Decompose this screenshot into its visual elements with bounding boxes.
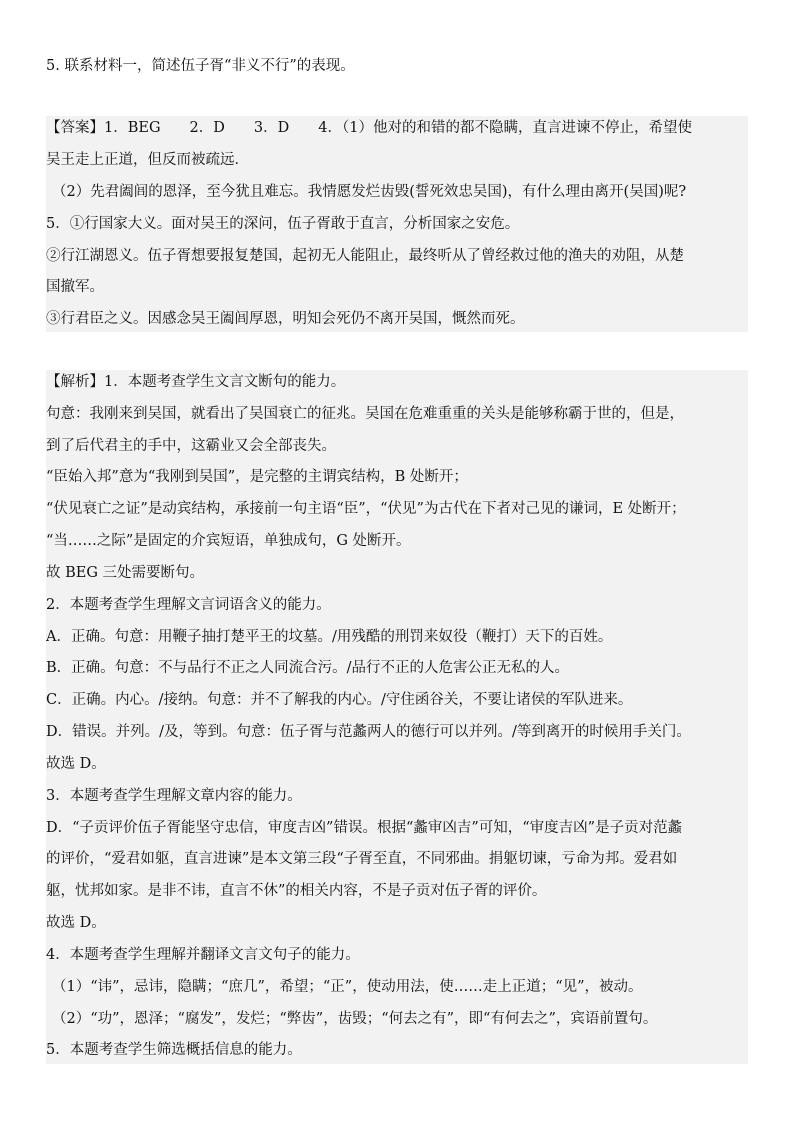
analysis-line: 故选 D。 <box>46 756 106 772</box>
analysis-line: 躯，忧邦如家。是非不讳，直言不休”的相关内容，不是子贡对伍子胥的评价。 <box>46 883 547 899</box>
analysis-line: 故 BEG 三处需要断句。 <box>46 565 205 581</box>
analysis-line: “臣始入邦”意为“我刚到吴国”，是完整的主谓宾结构，B 处断开； <box>46 469 468 485</box>
analysis-line: “伏见衰亡之证”是动宾结构，承接前一句主语“臣”，“伏见”为古代在下者对己见的谦词，E 处断开； <box>46 501 686 517</box>
analysis-line: A．正确。句意：用鞭子抽打楚平王的坟墓。/用残酷的刑罚来奴役（鞭打）天下的百姓。 <box>46 629 613 645</box>
analysis-line: D．“子贡评价伍子胥能坚守忠信，审度吉凶”错误。根据“蠡审凶吉”可知，“审度吉凶”是子贡对范蠡 <box>46 820 683 836</box>
analysis-line: 4．本题考查学生理解并翻译文言文句子的能力。 <box>46 947 360 963</box>
answer-line: 【答案】1．BEG 2．D 3．D 4．（1）他对的和错的都不隐瞒，直言进谏不停止，希望使 <box>46 120 692 136</box>
analysis-line: （1）“讳”，忌讳，隐瞒；“庶几”，希望；“正”，使动用法，使……走上正道；“见”，被动。 <box>52 979 643 995</box>
analysis-line: C．正确。内心。/接纳。句意：并不了解我的内心。/守住函谷关，不要让诸侯的军队进来。 <box>46 692 633 708</box>
answer-line: 5．①行国家大义。面对吴王的深问，伍子胥敢于直言，分析国家之安危。 <box>46 216 520 232</box>
analysis-line: （2）“功”，恩泽；“腐发”，发烂；“弊齿”，齿毁；“何去之有”，即“有何去之”，宾语前置句。 <box>52 1011 658 1027</box>
analysis-line: 3．本题考查学生理解文章内容的能力。 <box>46 788 302 804</box>
analysis-line: D．错误。并列。/及，等到。句意：伍子胥与范蠡两人的德行可以并列。/等到离开的时候用手关门。 <box>46 724 691 740</box>
answer-line: ②行江湖恩义。伍子胥想要报复楚国，起初无人能阻止，最终听从了曾经救过他的渔夫的劝阻，从楚 <box>46 248 684 264</box>
analysis-line: 【解析】1．本题考查学生文言文断句的能力。 <box>46 374 346 390</box>
analysis-line: 句意：我刚来到吴国，就看出了吴国衰亡的征兆。吴国在危难重重的关头是能够称霸于世的，但是， <box>46 406 684 422</box>
answer-line: 国撤军。 <box>46 279 104 295</box>
analysis-line: 到了后代君主的手中，这霸业又会全部丧失。 <box>46 438 336 454</box>
analysis-line: 的评价，“爱君如躯，直言进谏”是本文第三段“子胥至直，不同邪曲。捐躯切谏，亏命为邦。爱君如 <box>46 851 678 867</box>
answer-line: （2）先君阖闾的恩泽，至今犹且难忘。我情愿发烂齿毁(誓死效忠吴国)，有什么理由离开(吴国)呢? <box>52 184 687 200</box>
analysis-line: 2．本题考查学生理解文言词语含义的能力。 <box>46 597 331 613</box>
analysis-line: “当……之际”是固定的介宾短语，单独成句，G 处断开。 <box>46 533 411 549</box>
answer-line: ③行君臣之义。因感念吴王阖闾厚恩，明知会死仍不离开吴国，慨然而死。 <box>46 311 525 327</box>
analysis-line: B．正确。句意：不与品行不正之人同流合污。/品行不正的人危害公正无私的人。 <box>46 660 570 676</box>
analysis-line: 5．本题考查学生筛选概括信息的能力。 <box>46 1042 302 1058</box>
answer-line: 吴王走上正道，但反而被疏远． <box>46 152 249 168</box>
question-5: 5. 联系材料一，简述伍子胥“非义不行”的表现。 <box>46 58 355 74</box>
analysis-line: 故选 D。 <box>46 915 106 931</box>
